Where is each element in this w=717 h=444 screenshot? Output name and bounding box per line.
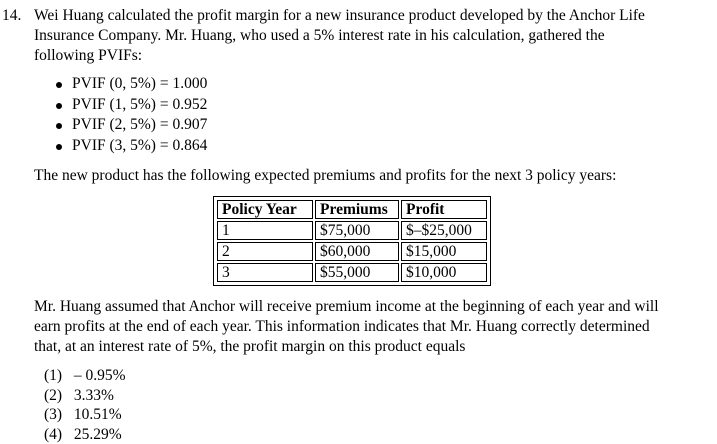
pvif-list bbox=[56, 74, 207, 156]
cell-profit: $10,000 bbox=[401, 263, 487, 282]
premiums-table-frame bbox=[213, 196, 491, 286]
header-profit: Profit bbox=[401, 200, 487, 219]
choice-text: 25.29% bbox=[73, 425, 122, 443]
choice-text: – 0.95% bbox=[73, 367, 126, 384]
choice-text: 3.33% bbox=[73, 386, 114, 404]
cell-profit: $–$25,000 bbox=[401, 221, 487, 240]
choice-label: (2) bbox=[44, 386, 63, 404]
pvif-item: PVIF (0, 5%) = 1.000 bbox=[56, 74, 207, 95]
pvif-item: PVIF (3, 5%) = 0.864 bbox=[56, 136, 207, 157]
answer-choices bbox=[44, 366, 126, 444]
cell-premiums: $75,000 bbox=[315, 221, 399, 240]
stem-line: that, at an interest rate of 5%, the profit margin on this product equals bbox=[34, 338, 466, 355]
pvif-item: PVIF (2, 5%) = 0.907 bbox=[56, 115, 207, 136]
stem-line: earn profits at the end of each year. This information indicates that Mr. Huang correctly determined bbox=[34, 318, 650, 335]
answer-choice-1[interactable] bbox=[44, 366, 126, 386]
cell-policy-year: 1 bbox=[217, 221, 313, 240]
choice-text: 10.51% bbox=[73, 406, 122, 423]
choice-label: (1) bbox=[44, 367, 63, 384]
stem-line: Mr. Huang assumed that Anchor will receive premium income at the beginning of each year and will bbox=[34, 298, 659, 315]
table-row bbox=[217, 263, 487, 282]
table-row bbox=[217, 221, 487, 240]
cell-premiums: $60,000 bbox=[315, 242, 399, 261]
choice-label: (3) bbox=[44, 406, 63, 423]
table-intro: The new product has the following expected premiums and profits for the next 3 policy years: bbox=[34, 167, 617, 184]
intro-line: Insurance Company. Mr. Huang, who used a 5% interest rate in his calculation, gathered the bbox=[34, 27, 605, 44]
intro-line: Wei Huang calculated the profit margin for a new insurance product developed by the Anchor Life bbox=[34, 7, 645, 24]
cell-premiums: $55,000 bbox=[315, 263, 399, 282]
question-stem bbox=[34, 297, 659, 357]
intro-line: following PVIFs: bbox=[34, 47, 143, 64]
table-header-row bbox=[217, 200, 487, 219]
answer-choice-4[interactable] bbox=[44, 425, 126, 444]
header-policy-year: Policy Year bbox=[217, 200, 313, 219]
answer-choice-2[interactable] bbox=[44, 386, 126, 406]
table-row bbox=[217, 242, 487, 261]
header-premiums: Premiums bbox=[315, 200, 399, 219]
intro-paragraph bbox=[34, 6, 645, 66]
choice-label: (4) bbox=[44, 425, 63, 443]
cell-policy-year: 2 bbox=[217, 242, 313, 261]
pvif-item: PVIF (1, 5%) = 0.952 bbox=[56, 95, 207, 116]
cell-profit: $15,000 bbox=[401, 242, 487, 261]
answer-choice-3[interactable] bbox=[44, 405, 126, 425]
cell-policy-year: 3 bbox=[217, 263, 313, 282]
premiums-table bbox=[215, 198, 489, 284]
question-number: 14. bbox=[2, 7, 22, 24]
